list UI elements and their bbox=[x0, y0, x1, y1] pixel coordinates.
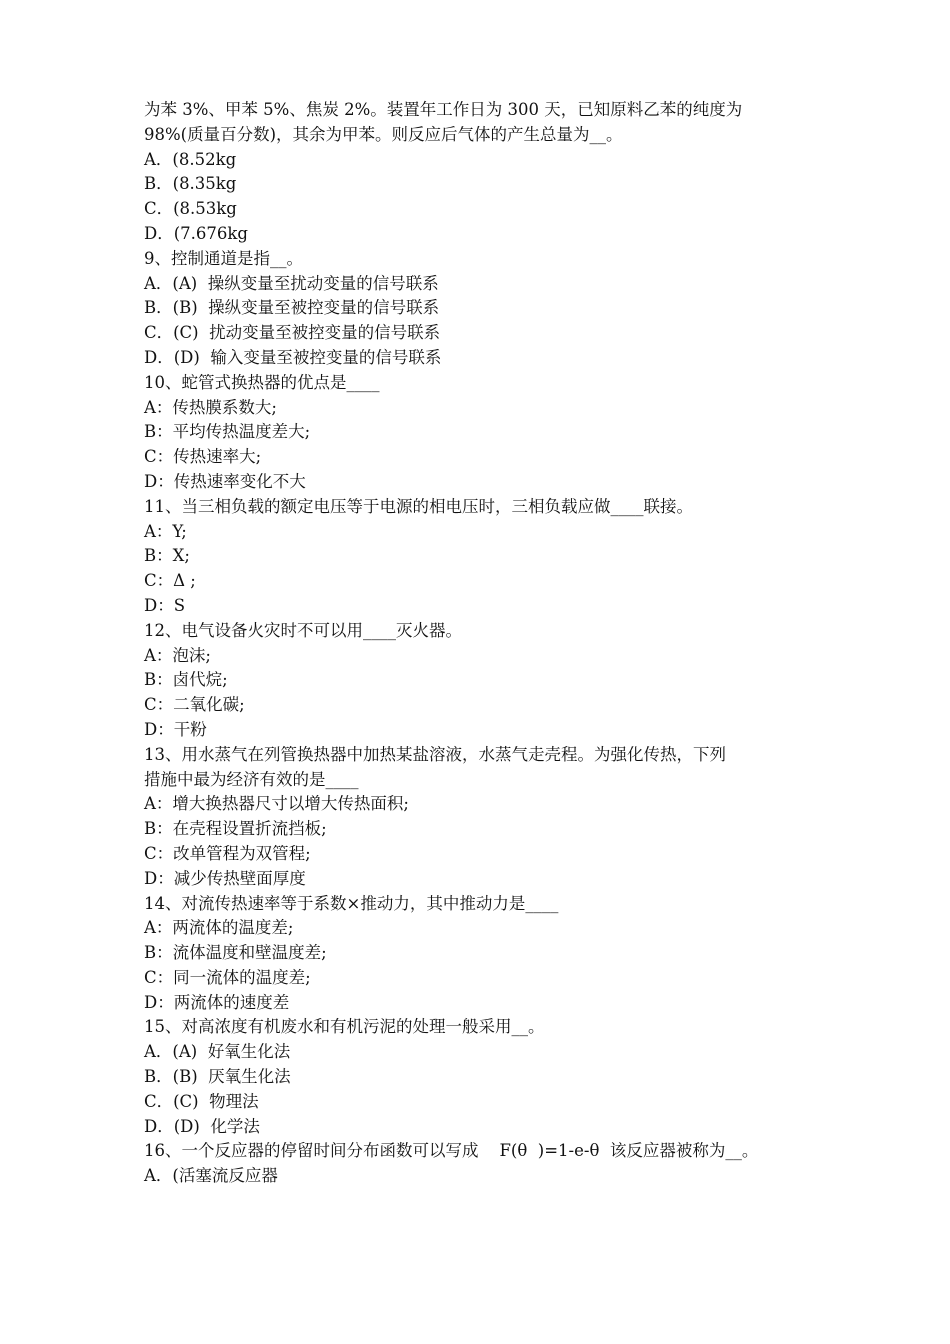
option-line: D：两流体的速度差 bbox=[144, 992, 290, 1012]
option-line: D：干粉 bbox=[144, 719, 207, 739]
option-line: C．(C) 扰动变量至被控变量的信号联系 bbox=[144, 323, 441, 343]
option-line: C：Δ ; bbox=[144, 571, 196, 591]
question-line: 15、对高浓度有机废水和有机污泥的处理一般采用__。 bbox=[144, 1017, 545, 1037]
option-line: A．(活塞流反应器 bbox=[144, 1166, 278, 1186]
option-line: D：S bbox=[144, 595, 186, 615]
option-line: D．(7.676kg bbox=[144, 223, 248, 243]
option-line: B．(B) 厌氧生化法 bbox=[144, 1067, 291, 1087]
option-line: A：增大换热器尺寸以增大传热面积; bbox=[144, 794, 409, 814]
question-line: 11、当三相负载的额定电压等于电源的相电压时，三相负载应做____联接。 bbox=[144, 496, 693, 516]
option-line: C．(C) 物理法 bbox=[144, 1091, 259, 1111]
option-line: B：X; bbox=[144, 546, 190, 566]
option-line: B：平均传热温度差大; bbox=[144, 422, 311, 442]
question-line: 措施中最为经济有效的是____ bbox=[144, 769, 359, 789]
option-line: B：在壳程设置折流挡板; bbox=[144, 819, 327, 839]
option-line: C．(8.53kg bbox=[144, 199, 237, 219]
option-line: B．(B) 操纵变量至被控变量的信号联系 bbox=[144, 298, 440, 318]
option-line: B．(8.35kg bbox=[144, 174, 237, 194]
option-line: A．(A) 好氧生化法 bbox=[144, 1042, 291, 1062]
option-line: A：传热膜系数大; bbox=[144, 397, 277, 417]
text-line: 为苯 3%、甲苯 5%、焦炭 2%。装置年工作日为 300 天，已知原料乙苯的纯度为 bbox=[144, 100, 743, 119]
option-line: C：二氧化碳; bbox=[144, 695, 245, 715]
option-line: D：传热速率变化不大 bbox=[144, 471, 306, 491]
option-line: A：两流体的温度差; bbox=[144, 918, 294, 938]
option-line: D．(D) 化学法 bbox=[144, 1116, 260, 1136]
question-line: 16、一个反应器的停留时间分布函数可以写成 F(θ )=1-e-θ 该反应器被称为__。 bbox=[144, 1141, 759, 1161]
option-line: A：泡沫; bbox=[144, 645, 211, 665]
question-line: 13、用水蒸气在列管换热器中加热某盐溶液，水蒸气走壳程。为强化传热，下列 bbox=[144, 744, 726, 764]
option-line: A．(A) 操纵变量至扰动变量的信号联系 bbox=[144, 273, 439, 293]
option-line: B：卤代烷; bbox=[144, 670, 228, 690]
question-line: 12、电气设备火灾时不可以用____灭火器。 bbox=[144, 620, 462, 640]
option-line: D：减少传热壁面厚度 bbox=[144, 868, 306, 888]
document-page bbox=[144, 98, 824, 1189]
question-line: 10、蛇管式换热器的优点是____ bbox=[144, 372, 380, 392]
question-line: 14、对流传热速率等于系数×推动力，其中推动力是____ bbox=[144, 893, 559, 913]
question-line: 9、控制通道是指__。 bbox=[144, 248, 303, 268]
option-line: A：Y; bbox=[144, 521, 187, 541]
option-line: C：同一流体的温度差; bbox=[144, 967, 311, 987]
option-line: C：改单管程为双管程; bbox=[144, 843, 311, 863]
option-line: D．(D) 输入变量至被控变量的信号联系 bbox=[144, 347, 442, 367]
option-line: C：传热速率大; bbox=[144, 447, 262, 467]
option-line: A．(8.52kg bbox=[144, 149, 237, 169]
text-line: 98%(质量百分数)，其余为甲苯。则反应后气体的产生总量为__。 bbox=[144, 124, 623, 144]
option-line: B：流体温度和壁温度差; bbox=[144, 943, 327, 963]
